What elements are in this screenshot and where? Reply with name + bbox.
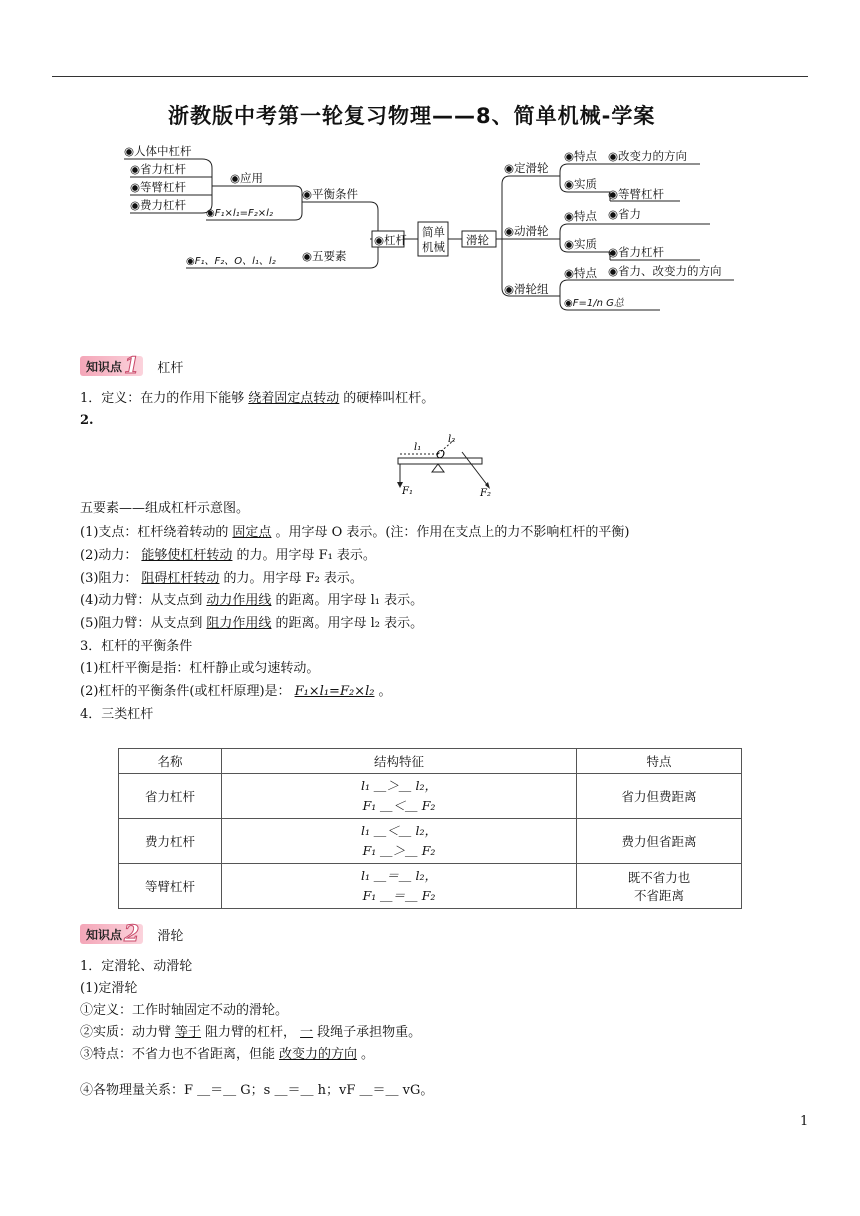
fulcrum-line: (1)支点：杠杆绕着转动的 固定点 。用字母 O 表示。(注：作用在支点上的力不影响杠杆的平衡) (80, 525, 630, 540)
svg-text:◉等臂杠杆: ◉等臂杠杆 (130, 180, 187, 194)
svg-text:◉实质: ◉实质 (564, 177, 598, 191)
item-2-label: 2. (80, 413, 94, 428)
table-cell: 等臂杠杆 (119, 864, 222, 909)
svg-text:◉实质: ◉实质 (564, 237, 598, 251)
section-title: 滑轮 (157, 928, 184, 944)
lever-types-table (118, 748, 742, 909)
svg-text:◉省力杠杆: ◉省力杠杆 (608, 245, 665, 259)
balance-line-1: (1)杠杆平衡是指：杠杆静止或匀速转动。 (80, 661, 320, 676)
svg-text:◉省力: ◉省力 (608, 207, 642, 221)
table-cell: 既不省力也 不省距离 (577, 864, 742, 909)
svg-text:◉特点: ◉特点 (564, 266, 598, 280)
table-cell: 省力杠杆 (119, 774, 222, 819)
table-cell: 费力杠杆 (119, 819, 222, 864)
lever-diagram (392, 432, 502, 498)
svg-text:◉平衡条件: ◉平衡条件 (302, 187, 359, 201)
table-row (119, 819, 742, 864)
svg-text:◉改变力的方向: ◉改变力的方向 (608, 149, 688, 163)
svg-text:◉特点: ◉特点 (564, 149, 598, 163)
section-title: 杠杆 (157, 360, 184, 376)
fixed-pulley-definition: ①定义：工作时轴固定不动的滑轮。 (80, 1003, 289, 1018)
page-number: 1 (800, 1114, 809, 1129)
page-title: 浙教版中考第一轮复习物理——8、简单机械-学案 (168, 104, 656, 128)
knowledge-point-badge: 知识点 1 (80, 356, 143, 376)
svg-text:◉F=1/n G总: ◉F=1/n G总 (564, 298, 624, 309)
table-cell: 费力但省距离 (577, 819, 742, 864)
svg-text:◉F₁、F₂、O、l₁、l₂: ◉F₁、F₂、O、l₁、l₂ (186, 256, 276, 267)
effort-line: (2)动力： 能够使杠杆转动 的力。用字母 F₁ 表示。 (80, 548, 376, 563)
section-2-heading (80, 922, 183, 946)
svg-text:◉杠杆: ◉杠杆 (374, 233, 408, 247)
table-cell: 省力但费距离 (577, 774, 742, 819)
definition-line: 1．定义：在力的作用下能够 绕着固定点转动 的硬棒叫杠杆。 (80, 391, 435, 406)
item-3-label: 3．杠杆的平衡条件 (80, 639, 193, 654)
fixed-pulley-essence: ②实质：动力臂 等于 阻力臂的杠杆， 一 段绳子承担物重。 (80, 1025, 422, 1040)
balance-line-2: (2)杠杆的平衡条件(或杠杆原理)是： F₁×l₁=F₂×l₂ 。 (80, 684, 392, 699)
svg-text:◉五要素: ◉五要素 (302, 249, 347, 263)
table-header: 名称 (119, 749, 222, 774)
resistance-line: (3)阻力： 阻碍杠杆转动 的力。用字母 F₂ 表示。 (80, 571, 363, 586)
svg-text:F₂: F₂ (480, 488, 491, 498)
resistance-arm-line: (5)阻力臂：从支点到 阻力作用线 的距离。用字母 l₂ 表示。 (80, 616, 424, 631)
table-cell: l₁ ＿＝＿ l₂， F₁ ＿＝＿ F₂ (222, 864, 577, 909)
table-cell: l₁ ＿＞＿ l₂， F₁ ＿＜＿ F₂ (222, 774, 577, 819)
knowledge-point-badge: 知识点 2 (80, 924, 143, 944)
table-header-row (119, 749, 742, 774)
table-row (119, 864, 742, 909)
svg-text:◉F₁×l₁=F₂×l₂: ◉F₁×l₁=F₂×l₂ (206, 208, 273, 219)
svg-text:◉动滑轮: ◉动滑轮 (504, 224, 549, 238)
five-elements-intro: 五要素——组成杠杆示意图。 (80, 501, 250, 516)
svg-text:l₂: l₂ (448, 434, 456, 445)
svg-text:◉定滑轮: ◉定滑轮 (504, 161, 549, 175)
table-row (119, 774, 742, 819)
header-rule (52, 76, 808, 77)
svg-text:◉滑轮组: ◉滑轮组 (504, 282, 549, 296)
svg-text:滑轮: 滑轮 (466, 233, 489, 247)
svg-text:机械: 机械 (422, 240, 445, 254)
pulley-item-1: 1．定滑轮、动滑轮 (80, 959, 193, 974)
svg-text:◉人体中杠杆: ◉人体中杠杆 (124, 144, 192, 158)
svg-text:◉费力杠杆: ◉费力杠杆 (130, 198, 187, 212)
fixed-pulley-feature: ③特点：不省力也不省距离，但能 改变力的方向 。 (80, 1047, 375, 1062)
svg-text:O: O (436, 448, 446, 461)
table-header: 结构特征 (222, 749, 577, 774)
svg-text:◉特点: ◉特点 (564, 209, 598, 223)
svg-text:简单: 简单 (422, 225, 445, 239)
mind-map (120, 138, 760, 318)
svg-text:◉省力杠杆: ◉省力杠杆 (130, 162, 187, 176)
effort-arm-line: (4)动力臂：从支点到 动力作用线 的距离。用字母 l₁ 表示。 (80, 593, 424, 608)
svg-text:F₁: F₁ (402, 486, 413, 497)
svg-text:l₁: l₁ (414, 442, 422, 453)
svg-text:◉省力、改变力的方向: ◉省力、改变力的方向 (608, 264, 722, 278)
svg-text:◉等臂杠杆: ◉等臂杠杆 (608, 187, 665, 201)
table-cell: l₁ ＿＜＿ l₂， F₁ ＿＞＿ F₂ (222, 819, 577, 864)
svg-text:◉应用: ◉应用 (230, 171, 264, 185)
fixed-pulley-relations: ④各物理量关系：F ＿＝＿ G；s ＿＝＿ h；vF ＿＝＿ vG。 (80, 1083, 434, 1098)
table-header: 特点 (577, 749, 742, 774)
item-4-label: 4．三类杠杆 (80, 707, 154, 722)
section-1-heading (80, 354, 183, 378)
fixed-pulley-heading: (1)定滑轮 (80, 981, 138, 996)
